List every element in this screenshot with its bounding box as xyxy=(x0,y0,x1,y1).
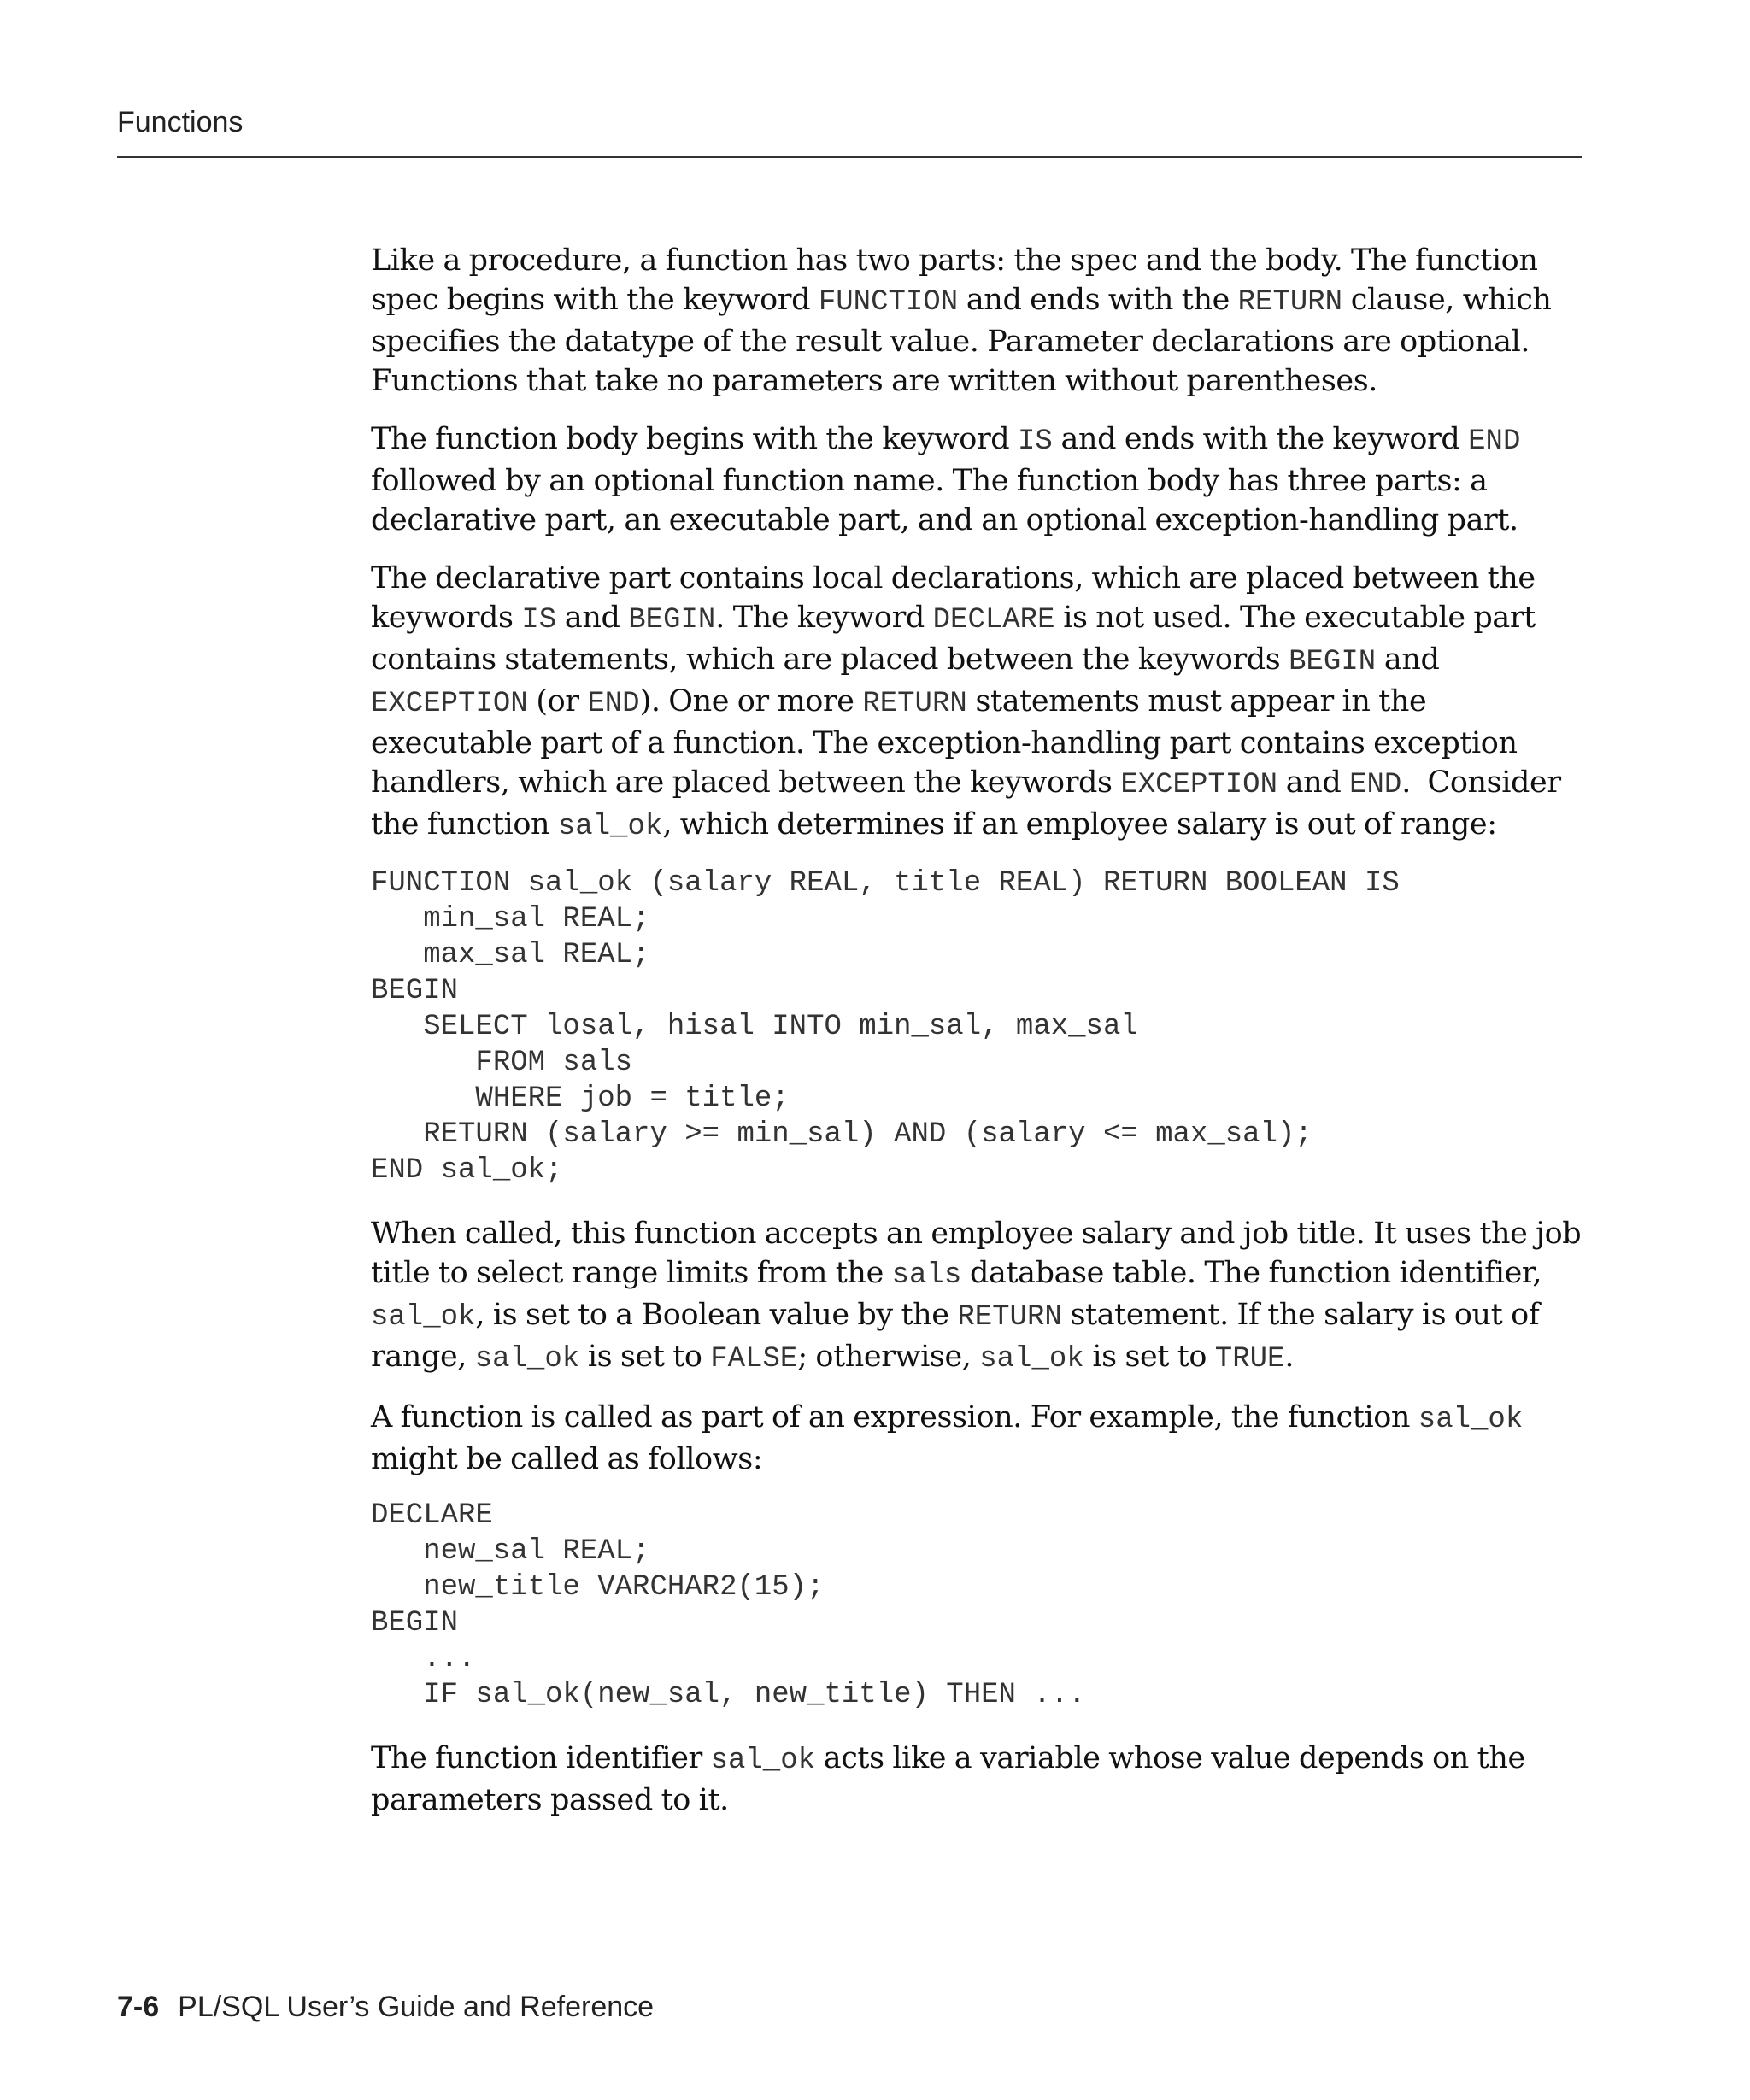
code-line: BEGIN xyxy=(371,975,459,1007)
inline-code: DECLARE xyxy=(932,604,1055,636)
inline-code: sals xyxy=(891,1259,962,1292)
inline-code: RETURN xyxy=(862,688,967,720)
text-segment: , is set to a Boolean value by the xyxy=(475,1298,958,1332)
text-segment: and xyxy=(556,601,629,635)
paragraph-function-body xyxy=(371,419,1584,540)
text-segment: and ends with the keyword xyxy=(1052,422,1469,456)
text-segment: A function is called as part of an expression. For example, the function xyxy=(371,1400,1418,1434)
text-segment: , which determines if an employee salary is out of range: xyxy=(662,807,1497,842)
text-segment: When called, this function accepts an employee salary and job title. It uses the job title to select range limits from the xyxy=(371,1217,1590,1290)
paragraph-identifier-variable xyxy=(371,1739,1584,1820)
inline-code: sal_ok xyxy=(557,811,663,843)
text-segment: statements must appear in the executable part of a function. The exception-handling part contains exception handlers, which are placed between the keywords xyxy=(371,684,1526,800)
code-block-sal-ok-call xyxy=(371,1498,1584,1713)
page-number: 7-6 xyxy=(117,1991,160,2023)
text-segment: The function identifier xyxy=(371,1741,711,1775)
paragraph-function-parts xyxy=(371,241,1584,401)
text-segment: . The keyword xyxy=(715,601,933,635)
text-segment: and ends with the xyxy=(958,283,1238,317)
text-segment: might be called as follows: xyxy=(371,1400,1531,1476)
inline-code: sal_ok xyxy=(1418,1404,1524,1436)
text-segment: ). One or more xyxy=(639,684,863,719)
inline-code: EXCEPTION xyxy=(1120,769,1277,801)
inline-code: sal_ok xyxy=(371,1301,476,1334)
text-segment: ; otherwise, xyxy=(797,1340,980,1374)
inline-code: END xyxy=(1349,769,1402,801)
code-line: new_title VARCHAR2(15); xyxy=(371,1571,825,1604)
text-segment: statement. If the salary is out of range, xyxy=(371,1298,1548,1374)
book-title: PL/SQL User’s Guide and Reference xyxy=(178,1991,655,2023)
code-block-sal-ok-definition xyxy=(371,865,1584,1188)
inline-code: EXCEPTION xyxy=(371,688,528,720)
header-rule xyxy=(117,156,1582,158)
body-text xyxy=(371,241,1590,1839)
code-line: min_sal REAL; xyxy=(371,903,650,936)
code-line: END sal_ok; xyxy=(371,1154,563,1187)
code-line: new_sal REAL; xyxy=(371,1535,650,1568)
text-segment: and xyxy=(1277,766,1350,800)
text-segment: The declarative part contains local declarations, which are placed between the keywords xyxy=(371,561,1544,635)
inline-code: RETURN xyxy=(1237,286,1343,319)
paragraph-when-called xyxy=(371,1214,1590,1379)
text-segment: and xyxy=(1376,642,1448,677)
inline-code: RETURN xyxy=(957,1301,1062,1334)
text-segment: (or xyxy=(527,684,588,719)
inline-code: sal_ok xyxy=(979,1343,1084,1376)
text-segment: . xyxy=(1284,1340,1295,1374)
text-segment: database table. The function identifier, xyxy=(961,1256,1550,1290)
code-line: WHERE job = title; xyxy=(371,1082,790,1115)
text-segment: is set to xyxy=(579,1340,711,1374)
text-segment: is not used. The executable part contains statements, which are placed between the keywords xyxy=(371,601,1544,677)
text-segment: clause, which specifies the datatype of the result value. Parameter declarations are optional. Functions that take no parameters are written without parentheses. xyxy=(371,283,1560,398)
text-segment: . Consider the function xyxy=(371,766,1570,842)
inline-code: BEGIN xyxy=(628,604,716,636)
code-line: BEGIN xyxy=(371,1607,459,1640)
text-segment: followed by an optional function name. The function body has three parts: a declarative part, an executable part, and an optional exception-handling part. xyxy=(371,422,1530,537)
code-line: IF sal_ok(new_sal, new_title) THEN ... xyxy=(371,1679,1086,1711)
code-line: ... xyxy=(371,1643,476,1675)
inline-code: IS xyxy=(521,604,557,636)
code-line: FROM sals xyxy=(371,1047,633,1079)
code-line: max_sal REAL; xyxy=(371,939,650,971)
running-header: Functions xyxy=(117,106,244,138)
inline-code: FALSE xyxy=(710,1343,798,1376)
code-line: DECLARE xyxy=(371,1499,493,1532)
inline-code: IS xyxy=(1018,425,1053,458)
inline-code: END xyxy=(587,688,640,720)
code-line: SELECT losal, hisal INTO min_sal, max_sal xyxy=(371,1011,1138,1043)
text-segment: acts like a variable whose value depends on the parameters passed to it. xyxy=(371,1741,1534,1817)
page-footer xyxy=(117,1991,654,2024)
code-line: FUNCTION sal_ok (salary REAL, title REAL) RETURN BOOLEAN IS xyxy=(371,867,1400,900)
paragraph-expression-call xyxy=(371,1398,1584,1479)
paragraph-declarative-part xyxy=(371,559,1584,847)
text-segment: is set to xyxy=(1083,1340,1215,1374)
text-segment: The function body begins with the keyword xyxy=(371,422,1019,456)
inline-code: TRUE xyxy=(1214,1343,1285,1376)
inline-code: FUNCTION xyxy=(818,286,959,319)
inline-code: sal_ok xyxy=(474,1343,580,1376)
code-line: RETURN (salary >= min_sal) AND (salary <= max_sal); xyxy=(371,1118,1312,1151)
text-segment: Like a procedure, a function has two parts: the spec and the body. The function spec begins with the keyword xyxy=(371,243,1547,317)
inline-code: sal_ok xyxy=(710,1745,816,1777)
inline-code: BEGIN xyxy=(1289,646,1377,678)
inline-code: END xyxy=(1468,425,1521,458)
